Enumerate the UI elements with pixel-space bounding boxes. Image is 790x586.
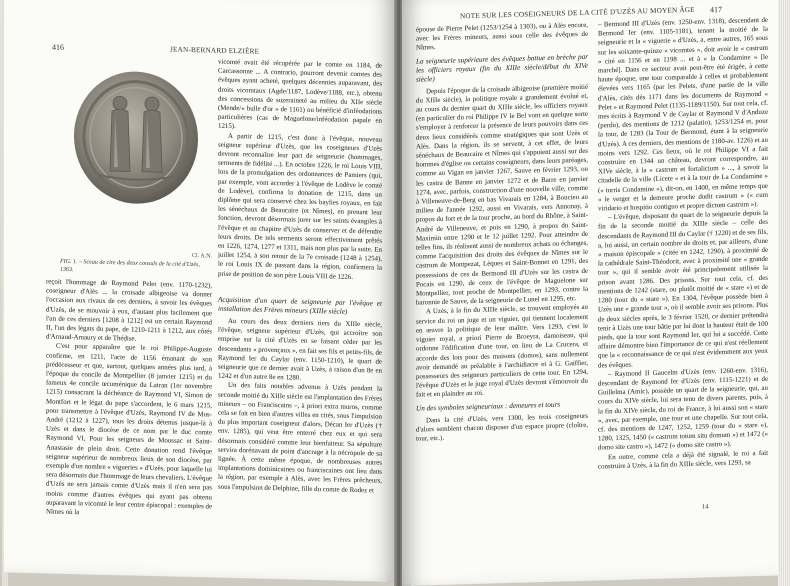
paragraph: Au cours des deux derniers tiers du XIIIe siècle, l'évêque, seigneur supérieur d'Uzès, qui accroître son emprise sur la cité d'Uzès en se faisant céder par les descendants « provençaux », en fait ses fils et petits-fils, de Raymond Ier du Caylar (env. 1150-1210), le quart de seigneurie que ce dernier avait à Uzès, à raison d'un 8e en 1242 et d'un autre 8e en 1280. bbox=[218, 317, 382, 382]
paragraph: – Raymond II Gaucelm d'Uzès (env. 1260-env. 1316), descendant de Raymond Ier d'Uzès (env. 1115-1221) et de Guillelma (Amic), possède un quart de la seigneurie, qui, au cours du XIVe siècle, lui sera tenu de divers parents, puis, à la fin du XIVe siècle, du roi de France, à lui aussi son « stare », avec, par exemple, une tour et une chapelle. Sur tout cela, cf. des mentions de 1247, 1252, 1259 (tour du « stare »), 1280, 1325, 1450 (« castrum totum situ domum ») et 1472 (« domo site castro »), 1472 (« domo site castro »). bbox=[598, 366, 768, 452]
left-page-right-column-bottom bbox=[218, 292, 382, 496]
paragraph: C'est pour apparaître que le roi Philippe-Auguste confirme, en 1211, l'acte de 1156 émanant de son prédécesseur et que, surtout, quelques années plus tard, à l'époque du concile de Montpellier (8 janvier 1215) et du fameux 4e concile œcuménique du Latran (1er novembre 1215) consacrant la déchéance de Raymond VI, Simon de Montfort et le légat du pape s'accordent, le 6 mars 1215, pour transmettre à l'évêque d'Uzès, Raymond IV de Mus-André (1212 à 1227), tous les droits détenus jusque-là à Uzès et dans le diocèse de ce nom par le duc comte Raymond VI, Pour les seigneurs de Moussac et Saint-Anastasie de plein droit. Cette donation rend l'évêque seigneur supérieur de nombreux lieux de son diocèse, par exemple d'un nombre « vigueries » d'Uzès, pour laquelle lui sera désormais due l'hommage de leurs chevaliers. L'évêque d'Uzès ne sera jamais comte d'Uzès mais il n'en sera pas moins comme d'autres évêques qui ayant pas obtenu auparavant la vicomté le leur centre épiscopal : exemples de Nîmes où la bbox=[46, 343, 212, 517]
right-page-left-column bbox=[416, 21, 588, 444]
open-book bbox=[2, 0, 790, 586]
section-heading: Acquisition d'un quart de seigneurie par l'évêque et installation des Frères mineurs (XIIIe siècle) bbox=[218, 295, 382, 316]
left-page bbox=[4, 0, 396, 582]
paragraph: – L'évêque, disposant du quart de la seigneurie depuis la fin de la seconde moitié du XIIIe siècle – celle des descendants de Raymond III du Caylar († 1220) et de ses fils, a, lui aussi, un certain nombre de droits et, par ailleurs, d'une « maison épiscopale » (citée en 1242, 1290), à proximité de la cathédrale Saint-Théodorit, avec à proximité une « grande tour », qui il semble avoir été principalement utilisée la prison avant 1286. Des prisons. Sur tout cela, cf. des mentions de 1242 (stare, ou plutôt moitié de « stare ») et de 1280 (tour du « stare »). En 1304, l'évêque possède bien à Uzès une « grande tour », où il semble avoir ses prisons. Plus de deux siècles après, le 3 février 1520, ce dernier prétendra tenir à Uzès une tour bâtie par lui dont la hauteur était de 100 pieds, que la tour sont Raymond Ier, qui lui a succédé. Cette affaire démontre bien l'importance de ce qui n'est réellement que la « reconnaissance de ce qui n'est évidemment aux yeux des évêques. bbox=[598, 210, 768, 370]
section-heading: La seigneurie supérieure des évêques battue en brèche par les officiers royaux (fin du XIIIe siècle/début du XIVe siècle) bbox=[416, 52, 588, 84]
right-page-right-column bbox=[598, 16, 768, 472]
right-running-head: NOTE SUR LES COSEIGNEURS DE LA CITÉ D'UZÈS AU MOYEN ÂGE bbox=[460, 5, 695, 21]
seal-image bbox=[68, 62, 208, 215]
left-running-head: JEAN-BERNARD ELZIÈRE bbox=[170, 45, 260, 56]
left-page-left-column bbox=[46, 277, 212, 520]
right-page-edges bbox=[778, 0, 790, 586]
paragraph: – Bermond III d'Uzès (env. 1250-env. 1318), descendant de Bermond Ier (env. 1105-1181), tenant la moitié de la seigneurie et la « viguerie » d'Uzès, a, entre autres, 165 sous sur les soixante-quinze « vicomtes », doit avoir le « castrum » cité en 1156 et en 1198 ... et à « la Condamine » [le marché]. Dans ce secteur avait peut-être été érigée, à cette haute époque, une tour comparable à celles et probablement élevées vers 1165 (par les Pelets, d'une partie de la ville d'Alès, cités dès 1171 dans les documents de Raymond « Pelet » et Raymond Pelet (1135-1189/1150). Sur tout cela, cf. mes écrits à Raymond V de Caylar et Raymond V d'Anduze (perdu), des mentions de 1212 (palatio), 1253/1254 et, pour la tour, de 1283 (la Tour de Bermond, étant à la seigneurie d'Uzès). A ces derniers, des mentions de 1180-av. 1226) et au moins vers 1292. Ces lieux, où le roi Philippe VI a fait construire en 1344 un château, devront correspondre, au XIVe siècle, à la « castrum et fortalicium » ..., à savoir la citadelle de la ville (Licete « et à la tour de La Condamine » (« turris Condamine »), dit-on, en 1400, en même temps que « le verger et la demeure proche dudit castrum » (« cum viridario et hospitio contiguo et propre dictum castrum »). bbox=[598, 16, 768, 213]
paragraph: A partir de 1215, c'est donc à l'évêque, nouveau seigneur supérieur d'Uzès, que les coseigneurs d'Uzès devront reconnaître leur part de seigneurie (hommages, serments de fidélité ...). En octobre 1226, le roi Louis VIII, lors de la promulgation des ordonnances de Pamiers (qui, par exemple, vont accorder à l'évêque de Lodève le comté de Lodève), confirma la donation de 1215, dans un diplôme qui sera conservé chez les baylies royaux, en fait les sénéchaux de Beaucaire (et Nîmes), en prenant leur fonction, devront désormais jurer sur les saints évangiles à l'évêque et au chapitre d'Uzès de conserver et de défendre leurs droits. De tels serments seront effectivement prêtés en 1226, 1274, 1277 et 1311, mais non plus par la suite. En juillet 1254, à son retour de la 7e croisade (1248 à 1254), le roi Louis IX de passant dans la région, confirmera la prise de position de son père Louis VIII de 1226. bbox=[218, 132, 382, 281]
paragraph: Dans la cité d'Uzès, vers 1300, les trois coseigneurs d'alors semblent chacun disposer d'un espace propre (cloître, tour, etc.). bbox=[416, 412, 588, 443]
signature-mark: 14 bbox=[702, 503, 709, 511]
figure-credit: Cl. A.N. bbox=[192, 253, 213, 260]
paragraph: Depuis l'époque de la croisade albigeoise (première moitié du XIIIe siècle), la politique royale a grandement évolué et, au cours du dernier quart du XIIIe siècle, les officiers royaux (en particulier du roi Philippe IV le Bel vont en quelque sorte s'employer à renforcer la présence de leurs pouvoirs dans ces deux lieux considérés comme stratégiques que sont Uzès et Alès. Dans la région, ils se servent, à cet effet, de leurs sénéchaux de Beaucaire et Nîmes qui s'appuient aussi sur des hommes d'église ou certains coseigneurs, dans leurs paréages, comme au Vigan en janvier 1267, Sauve en février 1293, ou les castra de Banne en janvier 1272 et de Barre en janvier 1274, avec, parfois, construction d'une nouvelle ville, comme à Villeneuve-de-Berg en bas Vivarais en 1284, à Boucieu au milieu de l'année 1292, aussi en Vivarais, vers Annonay, à propos du fort et de la tour proche, au bord du Rhône, à Saint-André de Villeneuve, et puis en 1290, à propos du Saint-Maximin entre 1290 et le 12 juillet 1292. Pour atteindre de telles fins, ils réalisent aussi de nombreux achats ou échanges, comme l'acquisition des droits des évêques de Nîmes sur le castrum de Montpezat, Lèques et Saint-Bonnet en 1291, des possessions de ces de Bermond III d'Uzès sur les castra de Pocais en 1290, de ceux de l'évêque de Maguelone sur Montpellier, tout proche de Montpellier, en 1293, contre la baronnie de Sauve, de la seigneurie de Lunel en 1295, etc. bbox=[416, 83, 588, 307]
seal-of-consuls-icon bbox=[68, 62, 208, 215]
right-page-number: 417 bbox=[710, 5, 722, 15]
paragraph: En outre, comme cela a déjà été signalé, le roi a fait construire à Uzès, à la fin du XIIIe siècle, vers 1293, sa bbox=[598, 449, 768, 471]
paragraph: Un des faits notables advenus à Uzès pendant la seconde moitié du XIIIe siècle est l'implantation des Frères mineurs – ou Franciscains –, à priori extra muros, comme cela se fait en bien d'autres villes en cités, sous l'impulsion du plus important coseigneur d'alors, Décan Ier d'Uzès († env. 1285), qui veut être enterré chez eux et qui sera désormais considéré comme leur bienfaiteur. Sa sépulture servira dorénavant de point d'ancrage à la nécropole de sa lignée. À cette même époque, de nombreuses autres implantations dominicaines ou franciscaines ont lieu dans la région, par exemple à Alès, avec les Frères prêcheurs, sous l'impulsion de Delphine, fille du comte de Rodez et bbox=[218, 382, 382, 495]
paragraph: vicomté avait été récupérée par le comte en 1184, de Carcassonne ... A contrario, pourront devenir comtes des évêques ayant acheté, quelques décennies auparavant, des droits vicomtaux (Agde/1187, Lodève/1188, etc.), obtenu des concessions de suzeraineté au milieu du XIIe siècle (Mende/« bulle d'or » de 1161) ou bénéficié d'inféodations particulières (cas de Maguelone/inféodation papale en 1215). bbox=[218, 58, 382, 131]
paragraph: A Uzès, à la fin du XIIIe siècle, se trouvent employés au service du roi un juge et un viguier, qui tiennent localement en œuvre la politique de leur maître. Vers 1293, c'est le viguier royal, a priori Pierre de Broeyra, damoiseau, qui ordonne l'édification d'une tour, en lieu de La Crucera, et accorde des lots pour des maisons (domos), sans nullement avoir demandé au préalable à l'archidiacre et à G. Gaiffier, possesseurs des seigneurs particuliers de cette tour. En 1294, l'évêque d'Uzès et le juge royal d'Uzès devront s'émouvoir du fait et en plaindre au roi. bbox=[416, 304, 588, 399]
right-page bbox=[402, 0, 790, 586]
subsection-heading: Un des symboles seigneuriaux : demeures et tours bbox=[416, 400, 561, 413]
paragraph: épouse de Pierre Pelet (1253/1254 à 1303), ou à Alès encore, avec les Frères mineurs, aussi sous celle des évêques de Nîmes. bbox=[416, 21, 588, 53]
left-page-number: 416 bbox=[52, 42, 64, 52]
left-page-right-column-top bbox=[218, 58, 382, 283]
figure-caption: FIG. 1. – Sceau de cire des deux consuls de la cité d'Uzès, 1363. bbox=[60, 258, 200, 274]
paragraph: reçoit l'hommage de Raymond Pelet (env. 1170-1232), coseigneur d'Alès ... la croisade albigeoise va donner l'occasion aux rivaux de ces derniers, à savoir les évêques d'Uzès, de se mouvoir à eux, d'autant plus facilement que l'un de ces derniers [1208 à 1212] est un certain Raymond II, l'un des légats du pape, de 1210-1211 à 1212, aux côtés d'Arnaud-Amaury et de Thédise. bbox=[46, 278, 212, 343]
